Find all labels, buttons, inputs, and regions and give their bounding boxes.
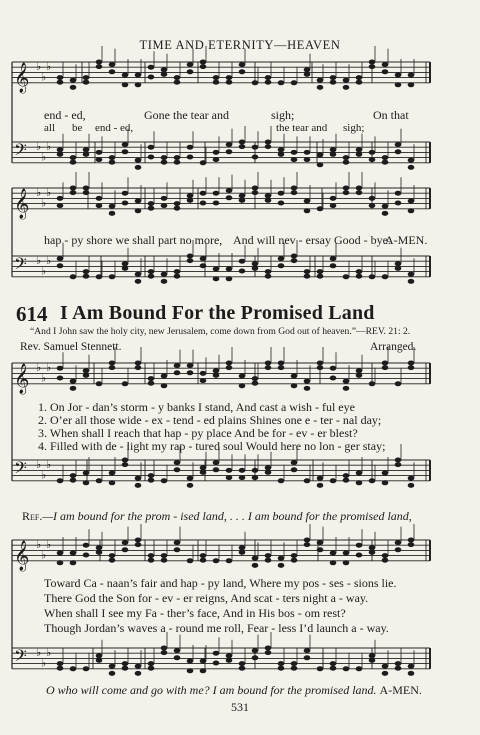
svg-text:𝄞: 𝄞 [14,62,30,93]
s1-word-3: sigh; [271,108,295,122]
svg-text:𝄞: 𝄞 [14,363,30,394]
svg-text:♭: ♭ [36,458,42,472]
s2-word-1: hap - py shore we shall part no more, [44,233,223,247]
svg-text:♭: ♭ [46,140,52,154]
author-credit: Rev. Samuel Stennett. [20,341,122,353]
closing-text: O who will come and go with me? I am bound for the promised land. [46,683,377,697]
svg-text:♭: ♭ [41,150,47,164]
s1-alto-3: end - ed, [95,122,134,134]
running-header: TIME AND ETERNITY—HEAVEN [139,38,341,52]
s2-word-3: say Good - bye. [315,233,391,247]
refrain-line [22,509,412,524]
s2-word-2: And will nev - er [233,233,315,247]
closing-line [46,683,422,698]
verse-2: 2. O’er all those wide - ex - tend - ed plains Shines one e - ter - nal day; [38,413,382,427]
chorus-line-3: When shall I see my Fa - ther’s face, And in His bos - om rest? [44,606,346,620]
s1-alto-5: sigh; [343,122,365,134]
hymn-number: 614 [16,302,48,326]
verse-4: 4. Filled with de - light my rap - tured soul Would here no lon - ger stay; [38,439,386,453]
svg-text:𝄢: 𝄢 [14,457,27,482]
svg-text:𝄞: 𝄞 [14,188,30,219]
s2-amen: A-MEN. [385,233,428,247]
chorus-line-1: Toward Ca - naan’s fair and hap - py land, Where my pos - ses - sions lie. [44,576,397,590]
svg-text:♭: ♭ [46,538,52,552]
svg-text:♭: ♭ [36,186,42,200]
scripture-epigraph: “And I John saw the holy city, new Jerusalem, come down from God out of heaven.”—REV. 21: 2. [30,326,411,337]
s1-alto-1: all [44,122,55,134]
svg-text:♭: ♭ [41,656,47,670]
s1-word-2: Gone the tear and [144,108,229,122]
svg-text:♭: ♭ [41,371,47,385]
s1-alto-4: the tear and [276,122,328,134]
svg-text:𝄢: 𝄢 [14,139,27,164]
svg-text:♭: ♭ [46,646,52,660]
svg-text:♭: ♭ [36,60,42,74]
svg-text:♭: ♭ [46,60,52,74]
svg-text:𝄢: 𝄢 [14,253,27,278]
svg-text:♭: ♭ [41,548,47,562]
refrain-text: —I am bound for the prom - ised land, . . . I am bound for the promised land, [42,509,412,523]
chorus-line-2: There God the Son for - ev - er reigns, And scat - ters night a - way. [44,591,369,605]
svg-text:𝄢: 𝄢 [14,645,27,670]
svg-text:♭: ♭ [46,186,52,200]
closing-amen: A-MEN. [379,683,422,697]
svg-text:♭: ♭ [36,254,42,268]
svg-text:♭: ♭ [36,361,42,375]
hymn-title: I Am Bound For the Promised Land [60,302,375,324]
svg-text:♭: ♭ [46,254,52,268]
s1-word-1: end - ed, [44,108,86,122]
svg-text:♭: ♭ [41,468,47,482]
chorus-line-4: Though Jordan’s waves a - round me roll, Fear - less I’d launch a - way. [44,621,389,635]
svg-text:𝄞: 𝄞 [14,540,30,571]
refrain-label: Ref. [22,509,43,523]
svg-text:♭: ♭ [41,264,47,278]
svg-text:♭: ♭ [36,646,42,660]
svg-text:♭: ♭ [36,538,42,552]
svg-text:♭: ♭ [46,458,52,472]
verse-1: 1. On Jor - dan’s storm - y banks I stand, And cast a wish - ful eye [38,400,355,414]
s1-word-4: On that [373,108,409,122]
page-number: 531 [231,700,249,714]
svg-text:♭: ♭ [36,140,42,154]
verse-3: 3. When shall I reach that hap - py place And be for - ev - er blest? [38,426,358,440]
s1-alto-2: be [72,122,83,134]
svg-text:♭: ♭ [46,361,52,375]
svg-text:♭: ♭ [41,70,47,84]
arranger-credit: Arranged. [370,341,417,353]
svg-text:♭: ♭ [41,196,47,210]
